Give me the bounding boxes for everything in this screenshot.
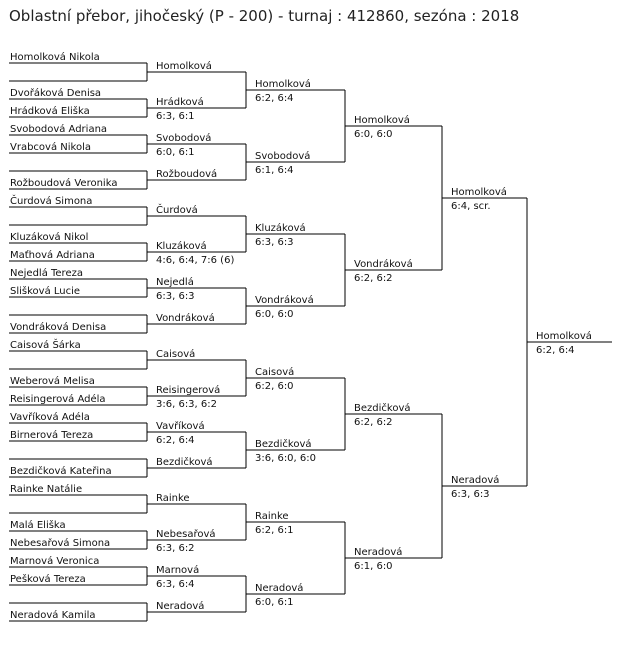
match-winner: Nebesařová [156,529,216,540]
match-score: 6:1, 6:0 [354,561,393,572]
match-score: 6:0, 6:0 [255,309,294,320]
match-winner: Caisová [255,367,295,378]
match-score: 6:3, 6:1 [156,111,195,122]
match-winner: Bezdičková [156,457,213,468]
match-score: 6:3, 6:3 [255,237,294,248]
player-name: Reisingerová Adéla [10,394,106,405]
match-score: 6:3, 6:2 [156,543,195,554]
match-score: 3:6, 6:0, 6:0 [255,453,316,464]
match-winner: Čurdová [156,205,198,216]
match-winner: Homolková [156,61,212,72]
player-name: Čurdová Simona [10,196,93,207]
player-name: Birnerová Tereza [10,430,94,441]
match-score: 6:0, 6:1 [156,147,195,158]
player-name: Neradová Kamila [10,610,96,621]
match-score: 6:3, 6:3 [156,291,195,302]
player-name: Maťhová Adriana [10,250,95,261]
match-score: 6:2, 6:0 [255,381,294,392]
player-name: Rainke Natálie [10,484,83,495]
player-name: Vavříková Adéla [10,412,90,423]
player-name: Bezdičková Kateřina [10,466,112,477]
match-score: 6:4, scr. [451,201,491,212]
player-name: Slišková Lucie [10,286,81,297]
match-score: 6:2, 6:1 [255,525,294,536]
player-name: Weberová Melisa [10,376,95,387]
page-title: Oblastní přebor, jihočeský (P - 200) - turnaj : 412860, sezóna : 2018 [9,7,520,25]
match-winner: Homolková [354,115,410,126]
player-name: Nebesařová Simona [10,538,111,549]
player-name: Svobodová Adriana [10,124,108,135]
player-name: Hrádková Eliška [10,106,90,117]
player-name: Kluzáková Nikol [10,232,89,243]
match-winner: Hrádková [156,97,204,108]
player-name: Vondráková Denisa [10,322,107,333]
match-score: 6:2, 6:2 [354,273,393,284]
match-winner: Neradová [255,583,304,594]
match-winner: Svobodová [156,133,212,144]
player-name: Homolková Nikola [10,52,100,63]
match-score: 4:6, 6:4, 7:6 (6) [156,255,235,266]
player-name: Marnová Veronica [10,556,100,567]
player-name: Vrabcová Nikola [10,142,91,153]
match-score: 6:3, 6:4 [156,579,195,590]
match-winner: Rainke [156,493,190,504]
match-winner: Vondráková [354,259,413,270]
match-winner: Homolková [536,331,592,342]
match-score: 3:6, 6:3, 6:2 [156,399,217,410]
match-score: 6:3, 6:3 [451,489,490,500]
match-winner: Caisová [156,349,196,360]
match-winner: Vondráková [255,295,314,306]
player-name: Dvořáková Denisa [10,88,102,99]
match-winner: Bezdičková [354,403,411,414]
match-winner: Bezdičková [255,439,312,450]
player-name: Caisová Šárka [10,340,81,351]
player-name: Pešková Tereza [10,574,86,585]
match-score: 6:2, 6:4 [536,345,575,356]
match-score: 6:2, 6:4 [255,93,294,104]
player-name: Rožboudová Veronika [10,178,118,189]
match-winner: Homolková [255,79,311,90]
match-winner: Marnová [156,565,200,576]
match-winner: Kluzáková [255,223,306,234]
match-winner: Neradová [451,475,500,486]
player-name: Malá Eliška [10,520,66,531]
match-winner: Homolková [451,187,507,198]
match-winner: Vavříková [156,421,205,432]
match-winner: Kluzáková [156,241,207,252]
match-score: 6:0, 6:0 [354,129,393,140]
match-score: 6:0, 6:1 [255,597,294,608]
match-winner: Vondráková [156,313,215,324]
match-winner: Nejedlá [156,277,194,288]
match-winner: Neradová [156,601,205,612]
match-winner: Neradová [354,547,403,558]
match-score: 6:2, 6:2 [354,417,393,428]
player-name: Nejedlá Tereza [10,268,83,279]
match-score: 6:2, 6:4 [156,435,195,446]
match-winner: Rožboudová [156,169,218,180]
match-score: 6:1, 6:4 [255,165,294,176]
match-winner: Reisingerová [156,385,221,396]
match-winner: Svobodová [255,151,311,162]
match-winner: Rainke [255,511,289,522]
